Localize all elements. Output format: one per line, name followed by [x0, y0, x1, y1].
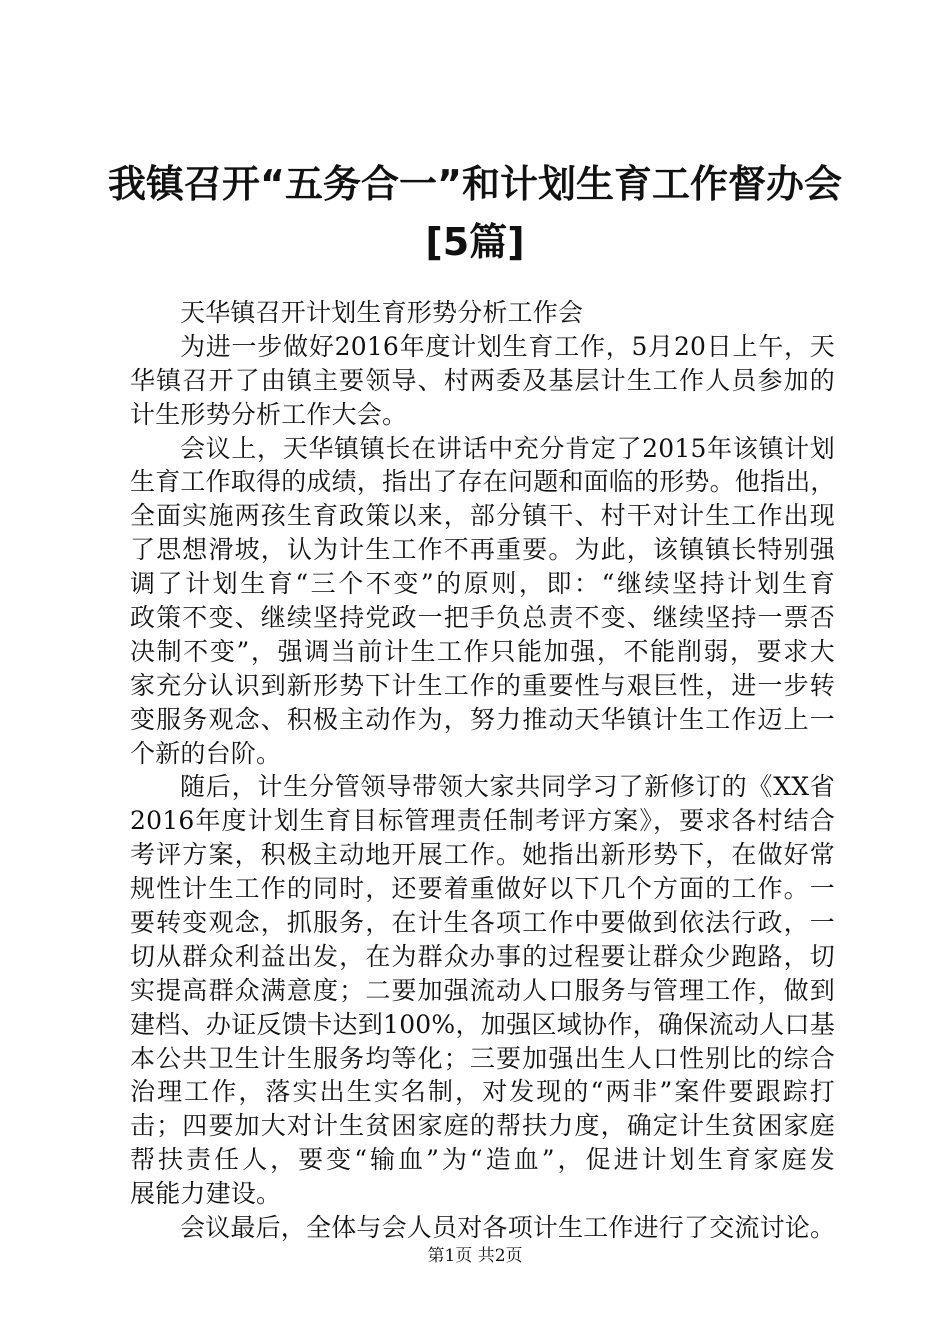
- document-title-count: [5篇]: [425, 220, 525, 264]
- body-line: 为进一步做好2016年度计划生育工作，5月20日上午，天: [180, 331, 835, 361]
- body-line: 了思想滑坡，认为计生工作不再重要。为此，该镇镇长特别强: [130, 535, 835, 565]
- body-line: 随后，计生分管领导带领大家共同学习了新修订的《XX省: [180, 772, 835, 802]
- body-line: 要转变观念，抓服务，在计生各项工作中要做到依法行政，一: [130, 908, 835, 938]
- body-line: 计生形势分析工作大会。: [130, 399, 408, 429]
- document-body: [130, 296, 835, 1245]
- body-line: 击；四要加大对计生贫困家庭的帮扶力度，确定计生贫困家庭: [130, 1111, 835, 1141]
- body-line: 2016年度计划生育目标管理责任制考评方案》，要求各村结合: [130, 806, 835, 836]
- body-line: 实提高群众满意度；二要加强流动人口服务与管理工作，做到: [130, 975, 835, 1005]
- body-line: 个新的台阶。: [130, 738, 282, 768]
- body-line: 天华镇召开计划生育形势分析工作会: [180, 298, 584, 327]
- body-line: 会议上，天华镇镇长在讲话中充分肯定了2015年该镇计划: [180, 433, 835, 463]
- body-line: 本公共卫生计生服务均等化；三要加强出生人口性别比的综合: [130, 1043, 835, 1073]
- body-line: 调了计划生育“三个不变”的原则，即：“继续坚持计划生育: [130, 569, 835, 599]
- body-line: 帮扶责任人，要变“输血”为“造血”，促进计划生育家庭发: [130, 1145, 835, 1175]
- body-line: 规性计生工作的同时，还要着重做好以下几个方面的工作。一: [130, 874, 835, 904]
- body-line: 建档、办证反馈卡达到100%，加强区域协作，确保流动人口基: [130, 1009, 835, 1039]
- body-line: 家充分认识到新形势下计生工作的重要性与艰巨性，进一步转: [130, 670, 835, 700]
- body-line: 考评方案，积极主动地开展工作。她指出新形势下，在做好常: [130, 840, 835, 870]
- page-number-footer: 第1页 共2页: [427, 1246, 523, 1266]
- body-line: 切从群众利益出发，在为群众办事的过程要让群众少跑路，切: [130, 941, 835, 971]
- body-line: 展能力建设。: [130, 1179, 282, 1209]
- body-line: 政策不变、继续坚持党政一把手负总责不变、继续坚持一票否: [130, 603, 835, 633]
- body-line: 变服务观念、积极主动作为，努力推动天华镇计生工作迈上一: [130, 704, 835, 734]
- body-line: 会议最后，全体与会人员对各项计生工作进行了交流讨论。: [180, 1213, 836, 1243]
- body-line: 治理工作，落实出生实名制，对发现的“两非”案件要跟踪打: [130, 1077, 835, 1107]
- body-line: 决制不变”，强调当前计生工作只能加强，不能削弱，要求大: [130, 636, 835, 666]
- body-line: 全面实施两孩生育政策以来，部分镇干、村干对计生工作出现: [130, 501, 835, 531]
- body-line: 生育工作取得的成绩，指出了存在问题和面临的形势。他指出，: [130, 467, 836, 497]
- body-line: 华镇召开了由镇主要领导、村两委及基层计生工作人员参加的: [130, 365, 835, 395]
- document-title: 我镇召开“五务合一”和计划生育工作督办会: [108, 162, 842, 206]
